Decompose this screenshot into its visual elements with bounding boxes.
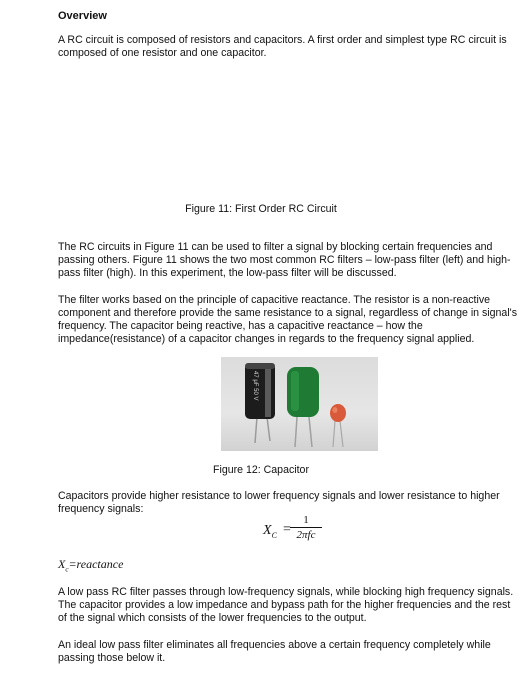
filters-paragraph: The RC circuits in Figure 11 can be used to filter a signal by blocking certain frequencies and passing others. Figure 11 shows the two most common RC filters – low-pass filter (left) and high-pass filter (high). In this experiment, the low-pass filter will be discussed. — [58, 241, 511, 279]
fraction-bar — [290, 527, 322, 528]
reactance-formula — [263, 514, 333, 544]
definition-text: =reactance — [68, 557, 124, 571]
formula-denominator: 2πfc — [296, 529, 316, 541]
figure-11-caption: Figure 11: First Order RC Circuit — [185, 203, 337, 215]
formula-subscript: C — [271, 530, 277, 540]
electrolytic-capacitor — [245, 363, 275, 443]
film-capacitor — [287, 367, 319, 447]
figure-12-caption: Figure 12: Capacitor — [213, 464, 309, 476]
lowpass-paragraph: A low pass RC filter passes through low-frequency signals, while blocking high frequency signals. The capacitor provides a low impedance and bypass path for the higher frequencies and the rest of the signal which consists of the lower frequencies to the output. — [58, 586, 514, 624]
capacitor-photo — [221, 357, 378, 451]
intro-paragraph: A RC circuit is composed of resistors and capacitors. A first order and simplest type RC circuit is composed of one resistor and one capacitor. — [58, 34, 507, 59]
formula-symbol: X — [263, 523, 272, 538]
formula-lhs — [263, 523, 277, 540]
reactance-definition — [58, 557, 123, 573]
formula-numerator: 1 — [303, 514, 309, 526]
ideal-filter-paragraph: An ideal low pass filter eliminates all frequencies above a certain frequency completely while passing those below it. — [58, 639, 491, 664]
ceramic-capacitor — [330, 404, 346, 447]
capacitors-paragraph: Capacitors provide higher resistance to lower frequency signals and lower resistance to higher frequency signals: — [58, 490, 500, 515]
definition-symbol: X — [58, 557, 66, 571]
definition-subscript: c — [65, 565, 69, 574]
reactance-paragraph: The filter works based on the principle of capacitive reactance. The resistor is a non-reactive component and therefore provide the same resistance to a signal, regardless of change in signal's frequency. The capacitor being reactive, has a capacitive reactance – how the impedance(resistance) of a capacitor changes in regards to the frequency signal applied. — [58, 294, 518, 345]
section-heading: Overview — [58, 10, 107, 22]
capacitor-marking: 47 μF 50 V — [252, 371, 258, 401]
capacitors-illustration — [221, 357, 378, 451]
formula-equals: = — [283, 522, 291, 537]
formula-fraction — [290, 514, 322, 542]
